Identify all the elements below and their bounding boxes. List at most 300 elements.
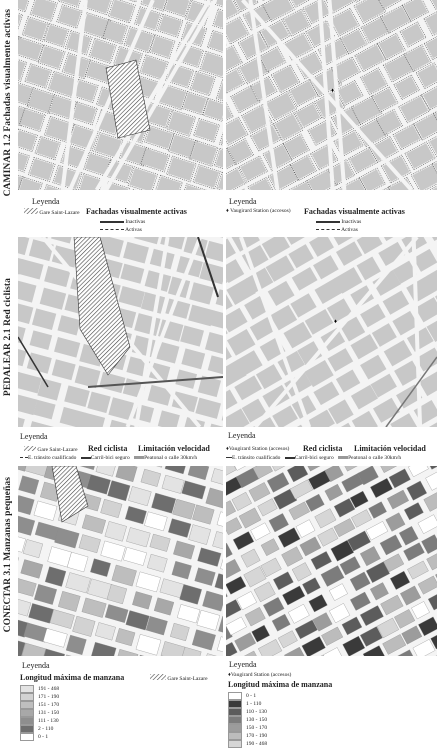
city-block	[213, 531, 223, 550]
legend-class-row	[20, 725, 59, 733]
city-block	[151, 36, 174, 57]
legend-class-label: 2 - 110	[38, 726, 54, 732]
city-block	[154, 598, 174, 616]
legend-class-row	[20, 693, 59, 701]
city-block	[30, 330, 53, 350]
city-block	[182, 481, 206, 499]
city-block	[125, 506, 146, 524]
city-block	[146, 616, 167, 635]
city-block	[245, 607, 265, 626]
city-block	[403, 543, 424, 561]
city-block	[313, 381, 339, 405]
city-block	[284, 10, 309, 34]
city-block	[269, 513, 289, 532]
city-block	[151, 493, 175, 513]
city-block	[285, 34, 312, 59]
city-block	[273, 572, 293, 590]
city-block	[66, 635, 86, 655]
city-block	[288, 604, 309, 623]
city-block	[226, 559, 241, 578]
city-block	[161, 641, 186, 656]
legend-class-label: 130 - 150	[246, 717, 268, 723]
city-block	[202, 591, 223, 611]
legend-class-row	[20, 733, 59, 741]
city-block	[226, 18, 248, 42]
city-block	[251, 523, 271, 541]
city-block	[105, 604, 128, 622]
map-caminar-vaugirard	[226, 0, 437, 190]
city-block	[395, 76, 418, 98]
city-block	[52, 359, 76, 380]
city-block	[206, 488, 223, 508]
map-pedalear-saint-lazare	[18, 237, 223, 427]
city-block	[404, 502, 423, 519]
city-block	[18, 323, 26, 343]
city-block	[272, 614, 290, 631]
city-block	[386, 513, 405, 532]
legend-swatch	[20, 709, 34, 717]
city-block	[226, 119, 247, 144]
city-block	[305, 309, 334, 335]
city-block	[101, 499, 123, 518]
legend-swatch	[228, 700, 242, 708]
city-block	[372, 323, 397, 347]
legend-swatch	[228, 692, 242, 700]
legend-item-inactivas: Inactivas	[316, 219, 361, 225]
city-block	[419, 371, 437, 396]
street-grid-svg	[226, 237, 437, 427]
city-block	[45, 567, 66, 587]
city-block	[30, 159, 54, 181]
city-block	[411, 601, 429, 619]
city-block	[384, 340, 412, 366]
city-block	[18, 414, 25, 427]
city-block	[192, 505, 214, 525]
city-block	[226, 308, 248, 333]
city-block	[79, 535, 101, 553]
city-block	[394, 609, 415, 628]
city-block	[43, 628, 67, 647]
city-block	[300, 537, 321, 556]
city-block	[282, 547, 303, 567]
city-block	[216, 0, 223, 9]
station-legend-right: ♦ Vaugirard Station (accesos)	[226, 208, 291, 214]
city-block	[35, 522, 59, 540]
city-block	[226, 390, 238, 414]
city-block	[91, 642, 116, 656]
city-block	[328, 348, 354, 372]
city-block	[360, 546, 380, 566]
city-block	[156, 177, 181, 190]
diamond-icon: ♦	[226, 208, 229, 214]
city-block	[369, 502, 387, 519]
city-block	[170, 623, 189, 641]
city-block	[226, 576, 246, 594]
city-block	[378, 237, 404, 241]
legend-title-red-ciclista: Red ciclista	[88, 444, 128, 453]
legend-class-label: 0 - 1	[246, 693, 257, 699]
city-block	[120, 264, 144, 284]
city-block	[18, 38, 42, 60]
legend-class-label: 191 - 468	[38, 686, 60, 692]
city-block	[165, 0, 189, 16]
city-block	[351, 510, 371, 528]
city-block	[26, 65, 50, 87]
city-block	[284, 647, 305, 656]
legend-title-limitacion: Limitación velocidad	[354, 444, 426, 453]
city-block	[249, 482, 270, 501]
station-legend-left: Gare Saint-Lazare	[24, 446, 78, 453]
city-block	[18, 598, 31, 617]
city-block	[194, 166, 219, 188]
city-block	[233, 532, 254, 550]
legend-title-red-ciclista: Red ciclista	[303, 444, 343, 453]
city-block	[360, 304, 386, 327]
city-block	[418, 576, 437, 594]
city-block	[44, 266, 70, 287]
city-block	[220, 554, 223, 573]
city-block	[313, 255, 339, 279]
legend-heading: Leyenda	[228, 431, 256, 440]
city-block	[141, 469, 161, 487]
legend-heading: Leyenda	[20, 432, 48, 441]
city-block	[172, 561, 192, 579]
city-block	[64, 385, 90, 407]
station-marker: ♦	[334, 319, 338, 325]
legend-heading: Leyenda	[229, 660, 257, 669]
city-block	[99, 372, 125, 393]
city-block	[226, 169, 245, 190]
city-block	[305, 466, 328, 471]
city-block	[370, 478, 392, 497]
section-label-conectar: CONECTAR 3.1 Manzanas pequeñas	[3, 477, 13, 633]
city-block	[329, 603, 350, 623]
street-grid-svg	[18, 0, 223, 190]
city-block	[426, 469, 437, 491]
city-block	[168, 111, 194, 135]
city-block	[323, 647, 343, 656]
city-block	[168, 157, 195, 180]
city-block	[177, 604, 200, 623]
city-block	[402, 626, 422, 644]
city-block	[108, 481, 130, 501]
city-block	[331, 9, 358, 35]
city-block	[197, 610, 220, 630]
city-block	[147, 554, 167, 572]
city-block	[73, 103, 96, 123]
city-block	[18, 372, 42, 393]
legend-class-row	[20, 709, 59, 717]
city-block	[207, 424, 223, 427]
block-length-map-svg	[18, 466, 223, 656]
city-block	[226, 517, 242, 534]
city-block	[226, 642, 237, 656]
city-block	[413, 249, 437, 272]
city-block	[126, 527, 150, 547]
station-marker: ♦	[331, 88, 335, 94]
diamond-icon: ♦	[228, 672, 231, 678]
city-block	[188, 466, 209, 480]
city-block	[143, 466, 166, 467]
city-block	[173, 541, 194, 559]
city-block	[27, 353, 52, 374]
city-block	[239, 651, 260, 656]
city-block	[400, 586, 421, 605]
city-block	[123, 242, 149, 264]
city-block	[32, 308, 56, 330]
city-block	[222, 405, 223, 426]
legend-bike-items: E. tránsito cualificado Carril-bici seguro Peatonal o calle 30km/h	[226, 455, 401, 461]
city-block	[413, 639, 435, 656]
city-block	[428, 593, 437, 611]
city-block	[383, 290, 410, 314]
city-block	[129, 168, 156, 190]
city-block	[134, 313, 160, 336]
city-block	[172, 499, 195, 519]
legend-class-row	[228, 732, 267, 740]
city-block	[19, 476, 39, 495]
city-block	[50, 609, 75, 628]
city-block	[37, 378, 61, 400]
city-block	[19, 259, 44, 279]
station-legend-right: ♦Vaugirard Station (accesos)	[228, 672, 292, 678]
city-block	[74, 81, 97, 102]
city-block	[241, 549, 260, 568]
city-block	[82, 598, 106, 618]
city-block	[28, 421, 54, 427]
map-pedalear-vaugirard	[226, 237, 437, 427]
city-block	[199, 262, 223, 284]
city-block	[48, 547, 72, 568]
legend-title-limitacion: Limitación velocidad	[138, 444, 210, 453]
city-block	[425, 9, 437, 35]
legend-item-activas: Activas	[316, 227, 358, 233]
legend-class-row	[228, 708, 267, 716]
city-block	[136, 572, 161, 592]
city-block	[318, 528, 339, 547]
city-block	[162, 475, 184, 493]
city-block	[390, 571, 410, 589]
map-conectar-vaugirard	[226, 466, 437, 656]
city-block	[84, 0, 111, 13]
city-block	[290, 81, 316, 105]
city-block	[22, 643, 46, 656]
city-block	[18, 302, 33, 324]
hatch-icon	[24, 208, 38, 214]
legend-class-label: 170 - 190	[246, 733, 268, 739]
legend-class-label: 150 - 170	[246, 725, 268, 731]
legend-swatch	[228, 716, 242, 724]
city-block	[239, 508, 261, 528]
station-legend-left: Gare Saint-Lazare	[150, 674, 208, 682]
legend-class-row	[228, 740, 267, 748]
city-block	[198, 548, 222, 567]
city-block	[226, 586, 227, 604]
city-block	[289, 502, 310, 520]
city-block	[389, 469, 411, 488]
city-block	[23, 18, 47, 40]
city-block	[195, 120, 219, 141]
city-block	[263, 597, 284, 616]
city-block	[290, 293, 316, 317]
city-block	[227, 329, 256, 356]
station-label: Gare Saint-Lazare	[39, 210, 80, 216]
station-legend-right: ♦Vaugirard Station (accesos)	[226, 446, 290, 452]
city-block	[408, 466, 428, 477]
section-label-pedalear: PEDALEAR 2.1 Red ciclista	[3, 278, 13, 397]
city-block	[282, 586, 305, 605]
city-block	[235, 633, 256, 652]
diamond-icon: ♦	[226, 446, 229, 452]
city-block	[96, 466, 117, 476]
legend-item-activas: Activas	[100, 227, 142, 233]
block-length-map-svg	[226, 466, 437, 656]
city-block	[343, 636, 365, 656]
city-block	[240, 157, 266, 181]
legend-title: Fachadas visualmente activas	[86, 207, 187, 216]
city-block	[132, 591, 152, 609]
city-block	[232, 492, 252, 511]
city-block	[373, 398, 400, 423]
city-block	[321, 627, 342, 646]
legend-swatch	[228, 708, 242, 716]
legend-class-label: 171 - 190	[38, 694, 60, 700]
city-block	[302, 578, 320, 595]
legend-swatch	[20, 693, 34, 701]
legend-class-label: 190 - 468	[246, 741, 268, 747]
city-block	[205, 241, 223, 263]
city-block	[158, 410, 180, 427]
city-block	[209, 237, 223, 239]
city-block	[381, 595, 404, 615]
city-block	[217, 512, 223, 530]
legend-class-label: 151 - 170	[38, 702, 60, 708]
city-block	[116, 628, 136, 646]
city-block	[90, 559, 110, 577]
city-block	[211, 468, 223, 487]
city-block	[87, 474, 111, 494]
legend-class-label: 131 - 150	[38, 710, 60, 716]
city-block	[123, 547, 146, 565]
city-block	[254, 582, 275, 602]
city-block	[309, 595, 328, 612]
city-block	[160, 579, 184, 598]
city-block	[57, 315, 80, 335]
city-block	[39, 46, 63, 68]
city-block	[201, 53, 223, 77]
city-block	[90, 40, 115, 63]
city-block	[370, 582, 388, 600]
city-block	[33, 400, 55, 420]
city-block	[407, 561, 428, 579]
city-block	[34, 584, 57, 604]
city-block	[181, 348, 205, 369]
city-block	[34, 501, 57, 521]
legend-class-row	[228, 724, 267, 732]
city-block	[128, 486, 151, 506]
legend-title: Longitud máxima de manzana	[228, 680, 333, 689]
city-block	[29, 239, 54, 261]
city-block	[214, 10, 223, 32]
city-block	[18, 515, 35, 536]
legend-swatch	[228, 732, 242, 740]
city-block	[58, 591, 80, 611]
city-block	[136, 655, 156, 656]
city-block	[360, 355, 386, 380]
city-block	[325, 484, 343, 501]
city-block	[292, 267, 318, 291]
city-block	[18, 578, 36, 596]
city-block	[216, 466, 223, 468]
city-block	[321, 566, 344, 587]
city-block	[252, 625, 270, 642]
city-block	[180, 325, 204, 346]
city-block	[18, 281, 36, 303]
station-legend-left	[24, 208, 80, 216]
city-block	[18, 553, 19, 571]
legend-heading: Leyenda	[22, 661, 50, 670]
city-block	[268, 281, 295, 306]
city-block	[288, 244, 313, 268]
city-block	[180, 584, 202, 604]
city-block	[380, 535, 402, 555]
city-block	[383, 634, 406, 654]
block-length-legend-left	[20, 685, 59, 741]
city-block	[142, 149, 169, 171]
city-block	[379, 35, 404, 59]
city-block	[189, 525, 211, 545]
city-block	[144, 512, 167, 531]
city-block	[336, 370, 360, 393]
city-block	[18, 237, 29, 255]
legend-swatch	[20, 733, 34, 741]
block-group	[226, 237, 437, 427]
legend-class-row	[20, 717, 59, 725]
city-block	[95, 622, 115, 640]
legend-swatch	[20, 685, 34, 693]
city-block	[36, 138, 59, 159]
legend-class-row	[20, 685, 59, 693]
street-grid-svg	[18, 237, 223, 427]
city-block	[63, 655, 88, 656]
city-block	[116, 466, 137, 482]
legend-heading: Leyenda	[229, 197, 257, 206]
city-block	[357, 237, 383, 254]
city-block	[342, 617, 362, 635]
legend-swatch	[20, 725, 34, 733]
city-block	[18, 495, 34, 514]
city-block	[75, 466, 97, 470]
city-block	[112, 565, 137, 586]
city-block	[399, 526, 418, 545]
city-block	[302, 636, 326, 656]
city-block	[418, 515, 437, 534]
city-block	[31, 0, 56, 20]
city-block	[101, 541, 126, 561]
legend-title: Fachadas visualmente activas	[304, 207, 405, 216]
city-block	[217, 637, 223, 656]
city-block	[66, 572, 91, 593]
city-block	[126, 610, 150, 630]
city-block	[357, 256, 381, 280]
city-block	[426, 237, 437, 241]
hatch-icon	[150, 674, 166, 680]
city-block	[23, 539, 43, 557]
city-block	[21, 560, 43, 579]
city-block	[115, 649, 138, 656]
city-block	[350, 572, 370, 591]
map-conectar-saint-lazare	[18, 466, 223, 656]
